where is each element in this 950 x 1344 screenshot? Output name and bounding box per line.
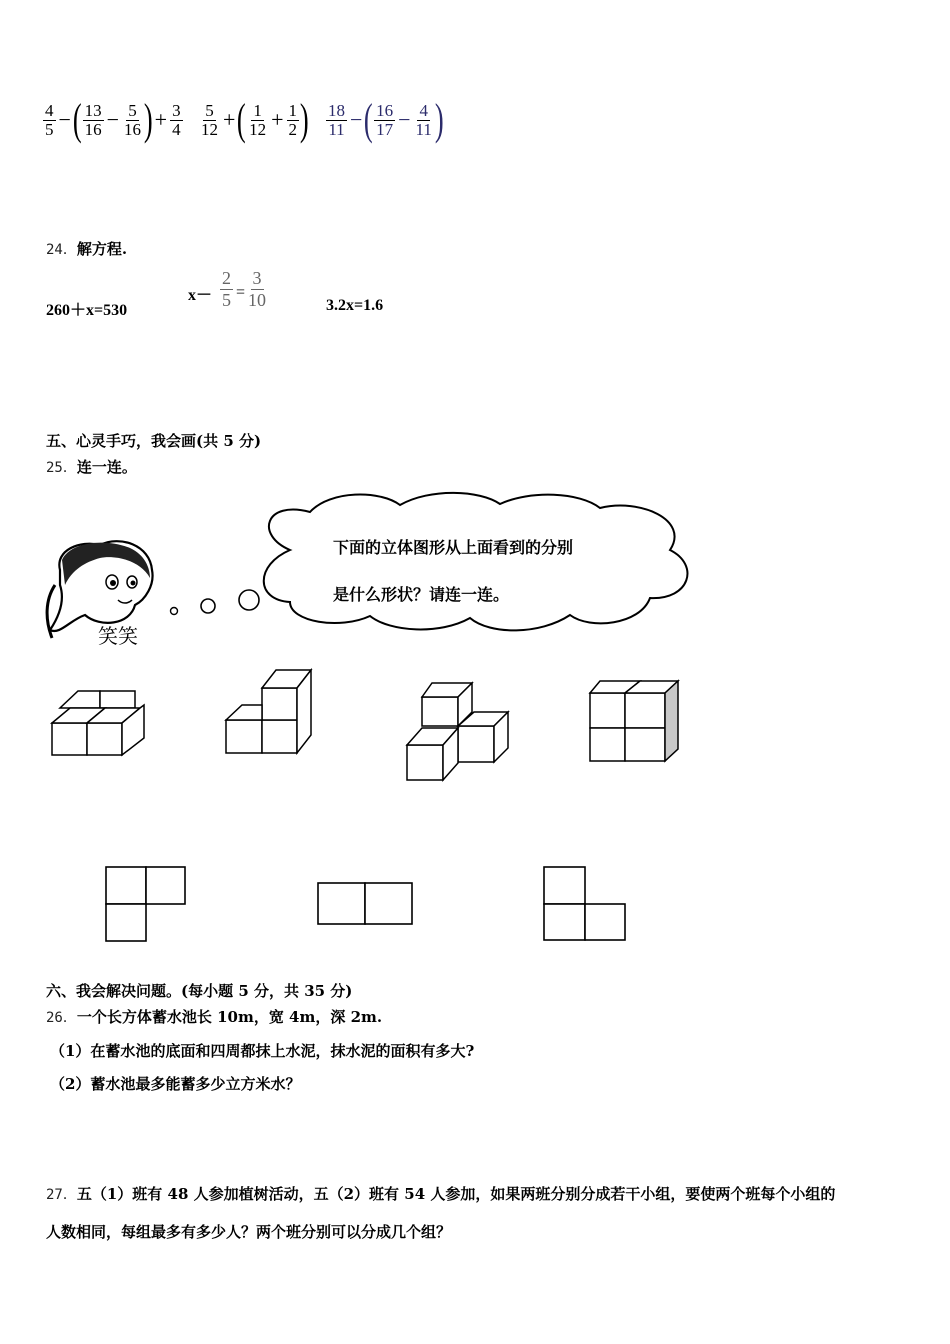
top-view-shapes: [0, 860, 950, 950]
question-24-heading: [46, 238, 127, 259]
question-27-line-2: 人数相同，每组最多有多少人？两个班分别可以分成几个组？: [46, 1223, 452, 1241]
expression-1: [42, 95, 184, 144]
bubble-text-line-1: 下面的立体图形从上面看到的分别: [333, 538, 574, 557]
thought-dot: [201, 599, 215, 613]
thought-dot: [171, 608, 178, 615]
section-6-title: 六、我会解决问题。(每小题 5 分，共 35 分): [46, 982, 353, 1000]
question-text: 一个长方体蓄水池长 10m，宽 4m，深 2m.: [76, 1008, 383, 1026]
equation-3: 3.2x=1.6: [326, 297, 384, 314]
operator: +: [154, 107, 168, 132]
fraction: $\frac{13}{16}$: [84, 100, 102, 139]
question-26-heading: [46, 1006, 382, 1027]
left-paren: (: [237, 95, 247, 144]
right-paren: ): [434, 95, 444, 144]
fraction: $\frac{1}{12}$: [249, 100, 267, 139]
solid-figure-1: [52, 691, 144, 755]
solid-figure-3: [407, 683, 508, 780]
operator: +: [223, 107, 236, 132]
question-number: 25．: [46, 460, 77, 476]
section-5-title: 五、心灵手巧，我会画(共 5 分): [46, 432, 262, 450]
fraction: $\frac{5}{12}$: [201, 100, 218, 139]
question-number: 26．: [46, 1010, 77, 1026]
equals-sign: =: [236, 284, 246, 302]
question-26-part-1: （1）在蓄水池的底面和四周都抹上水泥，抹水泥的面积有多大?: [50, 1042, 475, 1060]
left-paren: (: [364, 95, 374, 144]
operator: −: [398, 107, 411, 132]
question-26-part-2: （2）蓄水池最多能蓄多少立方米水？: [50, 1075, 301, 1093]
thought-bubble-illustration: [0, 490, 950, 650]
operator: −: [350, 107, 363, 132]
solid-figures: [0, 660, 950, 790]
fraction: $\frac{4}{11}$: [415, 100, 432, 139]
solid-figure-4: [590, 681, 678, 761]
character-name: 笑笑: [98, 624, 138, 648]
thought-dot: [239, 590, 259, 610]
solid-figure-2: [226, 670, 311, 753]
expression-3: [325, 95, 444, 144]
left-paren: (: [72, 95, 82, 144]
right-paren: ): [299, 95, 309, 144]
question-text: 五（1）班有 48 人参加植树活动，五（2）班有 54 人参加，如果两班分别分成若干小组，要使两个班每个小组的: [76, 1185, 836, 1203]
equation-2: [188, 268, 266, 310]
question-27-line-1: [46, 1183, 835, 1204]
bubble-text-line-2: 是什么形状？请连一连。: [333, 585, 510, 604]
fraction: $\frac{16}{17}$: [376, 100, 394, 139]
fraction: $\frac{18}{11}$: [328, 100, 345, 139]
fraction: $\frac{3}{4}$: [172, 100, 181, 139]
question-25-heading: [46, 456, 137, 477]
expression-2: [198, 95, 309, 144]
fraction: $\frac{5}{16}$: [124, 100, 141, 139]
fraction: $\frac{1}{2}$: [288, 100, 297, 139]
operator: −: [106, 107, 119, 132]
cloud-shape: [264, 493, 688, 631]
operator: −: [58, 107, 71, 132]
fraction: $\frac{2}{5}$: [222, 268, 232, 310]
equation-1: 260＋x=530: [46, 302, 128, 319]
top-view-shape-2: [318, 883, 412, 924]
question-number: 24．: [46, 242, 77, 258]
question-number: 27．: [46, 1187, 77, 1203]
operator: +: [271, 107, 284, 132]
fraction: $\frac{3}{10}$: [248, 268, 267, 310]
top-view-shape-3: [544, 867, 625, 940]
question-title: 连一连。: [76, 458, 137, 476]
right-paren: ): [143, 95, 153, 144]
top-view-shape-1: [106, 867, 185, 941]
equation-prefix: x－: [188, 286, 213, 304]
question-title: 解方程.: [76, 240, 128, 258]
fraction: $\frac{4}{5}$: [45, 100, 54, 139]
